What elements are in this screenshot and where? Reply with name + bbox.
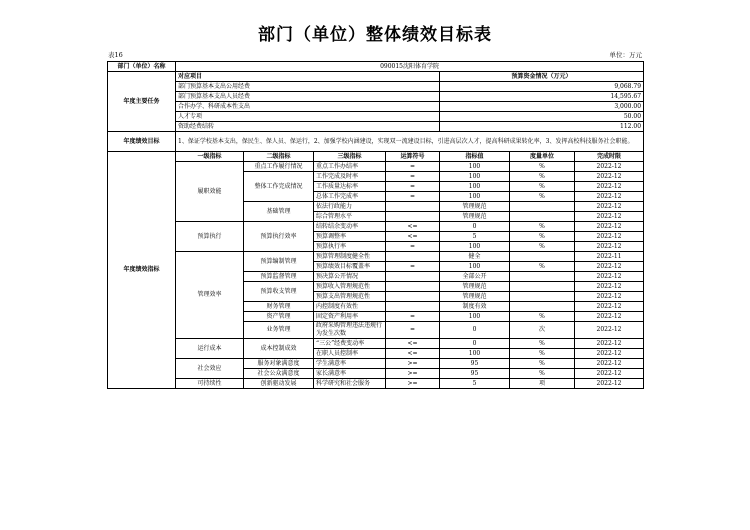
task-amount: 14,595.67 — [440, 92, 644, 102]
unit-cell — [510, 252, 575, 262]
level2-cell: 创新驱动发展 — [244, 379, 314, 389]
level2-cell: 预算执行效率 — [244, 222, 314, 252]
operator-cell — [386, 212, 440, 222]
table-row — [108, 252, 644, 262]
deadline-cell: 2022-12 — [575, 262, 644, 272]
unit-cell: 次 — [510, 322, 575, 339]
operator-cell — [386, 282, 440, 292]
unit-name-label: 部门（单位）名称 — [108, 62, 176, 72]
operator-cell: = — [386, 182, 440, 192]
level2-cell: 预算编制管理 — [244, 252, 314, 272]
operator-cell — [386, 292, 440, 302]
operator-cell: >= — [386, 369, 440, 379]
value-cell: 100 — [440, 262, 510, 272]
table-row — [108, 162, 644, 172]
level2-cell: 社会公众满意度 — [244, 369, 314, 379]
deadline-cell: 2022-12 — [575, 292, 644, 302]
level3-cell: 重点工作办结率 — [314, 162, 386, 172]
level3-cell: 内控制度有效性 — [314, 302, 386, 312]
unit-label: 单位：万元 — [609, 51, 642, 59]
deadline-cell: 2022-12 — [575, 212, 644, 222]
value-cell: 5 — [440, 379, 510, 389]
unit-cell: 项 — [510, 379, 575, 389]
operator-cell: >= — [386, 359, 440, 369]
level2-cell: 整体工作完成情况 — [244, 172, 314, 202]
value-cell: 100 — [440, 242, 510, 252]
table-row — [108, 339, 644, 349]
level2-cell: 业务管理 — [244, 322, 314, 339]
deadline-cell: 2022-12 — [575, 182, 644, 192]
deadline-cell: 2022-12 — [575, 312, 644, 322]
task-item: 资助经费结转 — [176, 122, 440, 132]
deadline-cell: 2022-12 — [575, 322, 644, 339]
value-cell: 制度有效 — [440, 302, 510, 312]
level3-cell: 家长满意率 — [314, 369, 386, 379]
operator-cell: = — [386, 192, 440, 202]
level3-cell: 学生满意率 — [314, 359, 386, 369]
value-cell: 全部公开 — [440, 272, 510, 282]
operator-cell — [386, 302, 440, 312]
indicators-label: 年度绩效指标 — [108, 152, 176, 389]
unit-cell: % — [510, 339, 575, 349]
deadline-cell: 2022-12 — [575, 172, 644, 182]
value-cell: 5 — [440, 232, 510, 242]
deadline-cell: 2022-12 — [575, 349, 644, 359]
level2-cell: 基础管理 — [244, 202, 314, 222]
deadline-cell: 2022-12 — [575, 162, 644, 172]
deadline-cell: 2022-11 — [575, 252, 644, 262]
col-header: 一级指标 — [176, 152, 244, 162]
unit-cell: % — [510, 242, 575, 252]
col-header: 指标值 — [440, 152, 510, 162]
level3-cell: 预算执行率 — [314, 242, 386, 252]
task-item: 部门预算基本支出人员经费 — [176, 92, 440, 102]
col-header: 度量单位 — [510, 152, 575, 162]
unit-cell — [510, 302, 575, 312]
operator-cell: >= — [386, 379, 440, 389]
level3-cell: 政府采购管理违法违规行为发生次数 — [314, 322, 386, 339]
unit-cell: % — [510, 182, 575, 192]
operator-cell: <= — [386, 349, 440, 359]
level1-cell: 社会效应 — [176, 359, 244, 379]
level2-cell: 预算监督管理 — [244, 272, 314, 282]
operator-cell: = — [386, 312, 440, 322]
value-cell: 管理规范 — [440, 212, 510, 222]
operator-cell: = — [386, 162, 440, 172]
value-cell: 95 — [440, 369, 510, 379]
level3-cell: 结转结余变动率 — [314, 222, 386, 232]
value-cell: 健全 — [440, 252, 510, 262]
level3-cell: 在职人员控制率 — [314, 349, 386, 359]
deadline-cell: 2022-12 — [575, 359, 644, 369]
page-title: 部门（单位）整体绩效目标表 — [258, 25, 492, 45]
unit-cell: % — [510, 359, 575, 369]
level2-cell: 成本控制成效 — [244, 339, 314, 359]
task-amount: 112.00 — [440, 122, 644, 132]
col-header: 完成时限 — [575, 152, 644, 162]
level2-cell: 预算收支管理 — [244, 282, 314, 302]
task-amount: 3,000.00 — [440, 102, 644, 112]
table-row — [108, 82, 644, 92]
value-cell: 0 — [440, 322, 510, 339]
level3-cell: 综合管理水平 — [314, 212, 386, 222]
unit-cell: % — [510, 312, 575, 322]
level3-cell: 预算管理制度健全性 — [314, 252, 386, 262]
deadline-cell: 2022-12 — [575, 192, 644, 202]
deadline-cell: 2022-12 — [575, 222, 644, 232]
operator-cell — [386, 202, 440, 212]
operator-cell: <= — [386, 339, 440, 349]
operator-cell: = — [386, 172, 440, 182]
unit-cell — [510, 282, 575, 292]
task-amount: 50.00 — [440, 112, 644, 122]
annual-goal-text: 1、保证学校基本支出，保民生、保人员、保运行，2、加强学校内涵建设，实现双一流建设目标，引进高层次人才，提高科研成果转化率，3、发挥高校科技服务社会职能。 — [176, 132, 644, 152]
level3-cell: 工作完成及时率 — [314, 172, 386, 182]
table-row — [108, 102, 644, 112]
deadline-cell: 2022-12 — [575, 339, 644, 349]
level3-cell: 总体工作完成率 — [314, 192, 386, 202]
level1-cell: 运行成本 — [176, 339, 244, 359]
deadline-cell: 2022-12 — [575, 242, 644, 252]
tasks-col-budget: 预算资金情况（万元） — [440, 72, 644, 82]
level3-cell: 科学研究和社会服务 — [314, 379, 386, 389]
level3-cell: 预算绩效目标覆盖率 — [314, 262, 386, 272]
unit-cell: % — [510, 162, 575, 172]
level3-cell: 预决算公开情况 — [314, 272, 386, 282]
operator-cell: <= — [386, 232, 440, 242]
operator-cell: = — [386, 262, 440, 272]
unit-name-value: 090015沈阳体育学院 — [176, 62, 644, 72]
annual-tasks-label: 年度主要任务 — [108, 72, 176, 132]
deadline-cell: 2022-12 — [575, 202, 644, 212]
level2-cell: 资产管理 — [244, 312, 314, 322]
operator-cell — [386, 272, 440, 282]
deadline-cell: 2022-12 — [575, 232, 644, 242]
value-cell: 100 — [440, 349, 510, 359]
operator-cell: <= — [386, 222, 440, 232]
table-row — [108, 222, 644, 232]
table-row — [108, 379, 644, 389]
unit-cell: % — [510, 349, 575, 359]
level1-cell: 履职效能 — [176, 162, 244, 222]
task-item: 合作办学、科研成本性支出 — [176, 102, 440, 112]
level1-cell: 可持续性 — [176, 379, 244, 389]
value-cell: 100 — [440, 182, 510, 192]
level2-cell: 重点工作履行情况 — [244, 162, 314, 172]
deadline-cell: 2022-12 — [575, 302, 644, 312]
operator-cell: = — [386, 242, 440, 252]
unit-cell: % — [510, 262, 575, 272]
col-header: 三级指标 — [314, 152, 386, 162]
task-item: 部门预算基本支出公用经费 — [176, 82, 440, 92]
table-row — [108, 92, 644, 102]
unit-cell: % — [510, 172, 575, 182]
level3-cell: 预算收入管理规范性 — [314, 282, 386, 292]
unit-cell: % — [510, 192, 575, 202]
performance-table — [107, 61, 644, 389]
value-cell: 100 — [440, 192, 510, 202]
level1-cell: 预算执行 — [176, 222, 244, 252]
level2-cell: 服务对象满意度 — [244, 359, 314, 369]
unit-cell: % — [510, 369, 575, 379]
level3-cell: 工作质量达标率 — [314, 182, 386, 192]
level2-cell: 财务管理 — [244, 302, 314, 312]
unit-cell — [510, 212, 575, 222]
deadline-cell: 2022-12 — [575, 272, 644, 282]
deadline-cell: 2022-12 — [575, 379, 644, 389]
deadline-cell: 2022-12 — [575, 282, 644, 292]
unit-cell — [510, 272, 575, 282]
tasks-col-project: 对应项目 — [176, 72, 440, 82]
level3-cell: “三公”经费变动率 — [314, 339, 386, 349]
unit-cell — [510, 292, 575, 302]
annual-goal-label: 年度绩效目标 — [108, 132, 176, 152]
unit-cell: % — [510, 232, 575, 242]
value-cell: 0 — [440, 222, 510, 232]
unit-cell — [510, 202, 575, 212]
value-cell: 100 — [440, 172, 510, 182]
level3-cell: 依法行政能力 — [314, 202, 386, 212]
level3-cell: 预算支出管理规范性 — [314, 292, 386, 302]
value-cell: 管理规范 — [440, 282, 510, 292]
value-cell: 100 — [440, 162, 510, 172]
col-header: 二级指标 — [244, 152, 314, 162]
task-item: 人才专项 — [176, 112, 440, 122]
operator-cell: = — [386, 322, 440, 339]
table-row — [108, 122, 644, 132]
level1-cell: 管理效率 — [176, 252, 244, 339]
level3-cell: 固定资产利用率 — [314, 312, 386, 322]
value-cell: 管理规范 — [440, 292, 510, 302]
value-cell: 95 — [440, 359, 510, 369]
value-cell: 0 — [440, 339, 510, 349]
operator-cell — [386, 252, 440, 262]
value-cell: 管理规范 — [440, 202, 510, 212]
task-amount: 9,068.79 — [440, 82, 644, 92]
value-cell: 100 — [440, 312, 510, 322]
table-row — [108, 112, 644, 122]
deadline-cell: 2022-12 — [575, 369, 644, 379]
table-number: 表16 — [108, 51, 123, 59]
level3-cell: 预算调整率 — [314, 232, 386, 242]
col-header: 运算符号 — [386, 152, 440, 162]
unit-cell: % — [510, 222, 575, 232]
table-row — [108, 359, 644, 369]
